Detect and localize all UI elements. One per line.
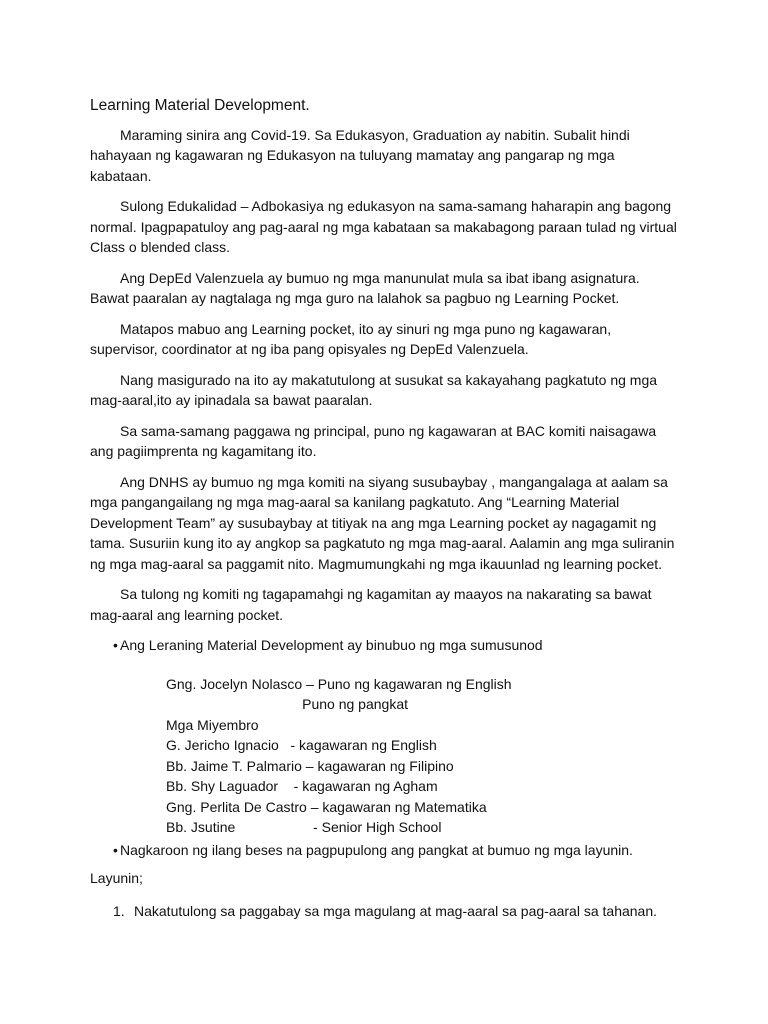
bullet-icon: •: [113, 841, 118, 858]
member-line: Mga Miyembro: [166, 716, 259, 733]
paragraph: Ang DNHS ay bumuo ng mga komiti na siyang susubaybay , mangangalaga at aalam sa mga pangangailang ng mga mag-aaral sa kanilang pagkatuto. Ang “Learning Material Development Team” ay susubaybay at titiyak na ang mga Learning pocket ay nagagamit ng tama. Susuriin kung ito ay angkop sa pagkatuto ng mga mag-aaral. Aalamin ang mga suliranin ng mga mag-aaral sa paggamit nito. Magmumungkahi ng mga ikauunlad ng learning pocket.: [90, 473, 675, 572]
paragraph: Nang masigurado na ito ay makatutulong at susukat sa kakayahang pagkatuto ng mga mag-aaral,ito ay ipinadala sa bawat paaralan.: [90, 371, 658, 408]
member-line: Gng. Jocelyn Nolasco – Puno ng kagawaran ng English: [166, 675, 512, 692]
paragraph: Matapos mabuo ang Learning pocket, ito ay sinuri ng mga puno ng kagawaran, supervisor, coordinator at ng iba pang opisyales ng DepEd Valenzuela.: [90, 320, 612, 357]
paragraph: Maraming sinira ang Covid-19. Sa Edukasyon, Graduation ay nabitin. Subalit hindi hahayaan ng kagawaran ng Edukasyon na tuluyang mamatay ang pangarap ng mga kabataan.: [90, 126, 630, 184]
paragraph: Sa tulong ng komiti ng tagapamahgi ng kagamitan ay maayos na nakarating sa bawat mag-aaral ang learning pocket.: [90, 586, 652, 623]
objective-item: [90, 901, 678, 922]
bullet-text: Nagkaroon ng ilang beses na pagpupulong ang pangkat at bumuo ng mga layunin.: [120, 841, 633, 858]
bullet-item-meetings: [90, 840, 678, 861]
member-line: Bb. Jaime T. Palmario – kagawaran ng Filipino: [166, 757, 454, 774]
objective-text: Nakatutulong sa paggabay sa mga magulang at mag-aaral sa pag-aaral sa tahanan.: [134, 902, 658, 919]
member-line: Bb. Shy Laguador - kagawaran ng Agham: [166, 778, 438, 794]
bullet-icon: •: [113, 637, 118, 653]
bullet-list: [90, 635, 678, 860]
document-title: Learning Material Development.: [90, 97, 310, 114]
objectives-heading: Layunin;: [90, 870, 143, 886]
member-line: Bb. Jsutine - Senior High School: [166, 819, 442, 835]
paragraph: Ang DepEd Valenzuela ay bumuo ng mga manunulat mula sa ibat ibang asignatura. Bawat paaralan ay nagtalaga ng mga guro na lalahok sa pagbuo ng Learning Pocket.: [90, 269, 640, 306]
member-list: [166, 674, 678, 838]
paragraph: Sulong Edukalidad – Adbokasiya ng edukasyon na sama-samang haharapin ang bagong normal. Ipagpapatuloy ang pag-aaral ng mga kabataan sa makabagong paraan tulad ng virtual Class o blended class.: [90, 198, 677, 255]
bullet-text: Ang Leraning Material Development ay binubuo ng mga sumusunod: [120, 637, 543, 653]
member-line: Gng. Perlita De Castro – kagawaran ng Matematika: [166, 798, 487, 815]
member-line: Puno ng pangkat: [166, 696, 409, 712]
objective-number: 1.: [113, 902, 125, 919]
bullet-item-members: [90, 635, 678, 838]
member-line: G. Jericho Ignacio - kagawaran ng English: [166, 737, 437, 753]
paragraph: Sa sama-samang paggawa ng principal, puno ng kagawaran at BAC komiti naisagawa ang pagiimprenta ng kagamitang ito.: [90, 422, 657, 459]
